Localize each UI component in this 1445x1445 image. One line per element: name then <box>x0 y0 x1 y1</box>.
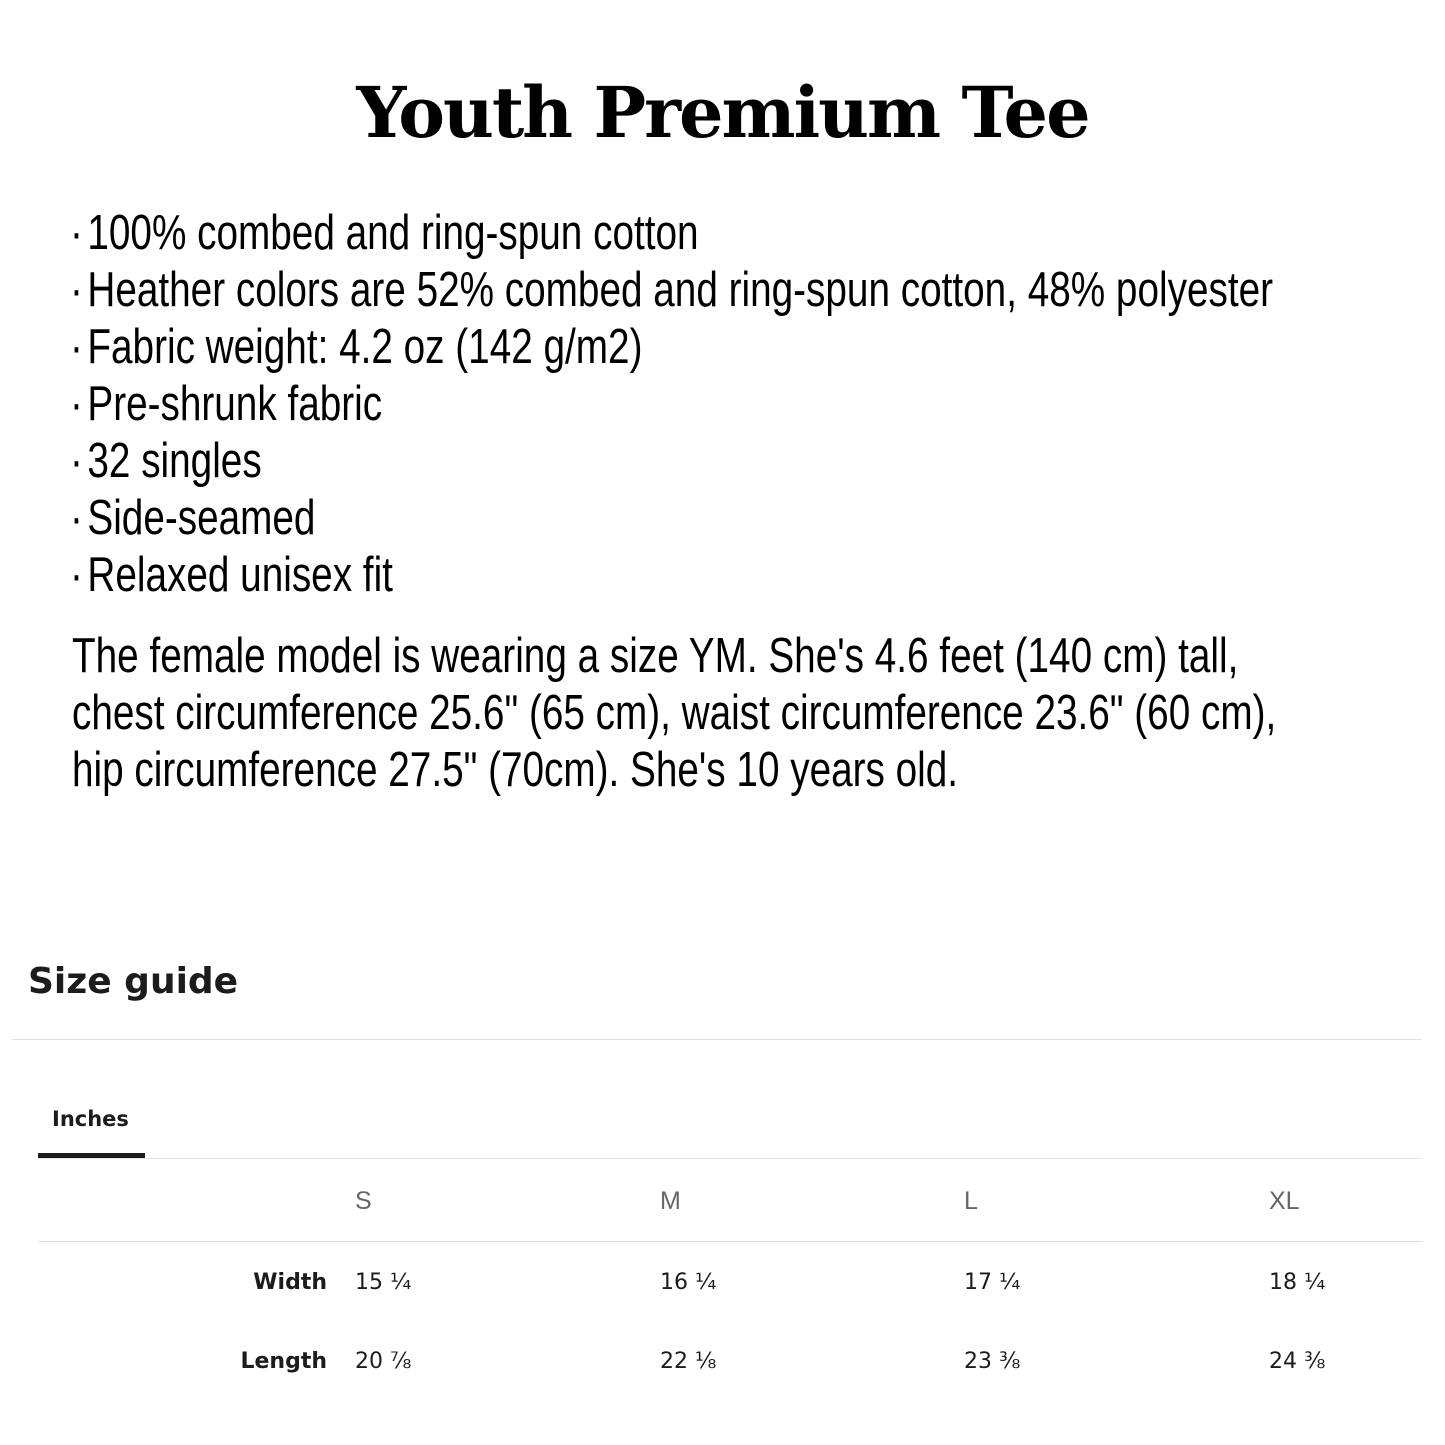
feature-text: Heather colors are 52% combed and ring-spun cotton, 48% polyester <box>87 263 1274 317</box>
feature-text: 100% combed and ring-spun cotton <box>87 206 699 260</box>
bullet-dot: · <box>70 206 83 260</box>
feature-text: Fabric weight: 4.2 oz (142 g/m2) <box>87 320 643 374</box>
size-column-header: XL <box>1269 1187 1300 1215</box>
feature-item <box>70 376 1144 433</box>
size-guide-title: Size guide <box>28 961 239 1002</box>
bullet-dot: · <box>70 320 83 374</box>
bullet-dot: · <box>70 491 83 545</box>
feature-text: 32 singles <box>87 434 262 488</box>
table-header-divider <box>38 1241 1422 1242</box>
feature-text: Relaxed unisex fit <box>87 548 393 602</box>
feature-item <box>70 319 1144 376</box>
model-description-line: The female model is wearing a size YM. She's 4.6 feet (140 cm) tall, <box>72 629 1239 683</box>
table-cell: 17 ¼ <box>964 1270 1021 1295</box>
table-cell: 18 ¼ <box>1269 1270 1326 1295</box>
model-description-line: hip circumference 27.5" (70cm). She's 10 years old. <box>72 743 959 797</box>
size-column-header: L <box>964 1187 978 1215</box>
bullet-dot: · <box>70 434 83 488</box>
feature-item <box>70 262 1274 319</box>
tab-bar-divider <box>38 1158 1422 1159</box>
feature-item <box>70 205 1144 262</box>
feature-item <box>70 490 1144 547</box>
row-label-length: Length <box>240 1349 327 1374</box>
feature-item <box>70 547 1144 604</box>
model-description-line: chest circumference 25.6" (65 cm), waist circumference 23.6" (60 cm), <box>72 686 1277 740</box>
table-cell: 20 ⅞ <box>355 1349 412 1374</box>
bullet-dot: · <box>70 377 83 431</box>
feature-text: Pre-shrunk fabric <box>87 377 383 431</box>
table-cell: 16 ¼ <box>660 1270 717 1295</box>
bullet-dot: · <box>70 548 83 602</box>
feature-list <box>70 205 1274 604</box>
feature-text: Side-seamed <box>87 491 316 545</box>
size-column-header: M <box>660 1187 681 1215</box>
table-cell: 22 ⅛ <box>660 1349 717 1374</box>
size-column-header: S <box>355 1187 372 1215</box>
product-title: Youth Premium Tee <box>356 71 1089 154</box>
tab-inches[interactable] <box>38 1100 145 1160</box>
table-cell: 15 ¼ <box>355 1270 412 1295</box>
model-description <box>72 628 1415 799</box>
table-cell: 24 ⅜ <box>1269 1349 1326 1374</box>
section-divider <box>12 1039 1422 1040</box>
tab-inches-label: Inches <box>52 1107 129 1131</box>
bullet-dot: · <box>70 263 83 317</box>
row-label-width: Width <box>253 1270 327 1295</box>
feature-item <box>70 433 1144 490</box>
table-cell: 23 ⅜ <box>964 1349 1021 1374</box>
